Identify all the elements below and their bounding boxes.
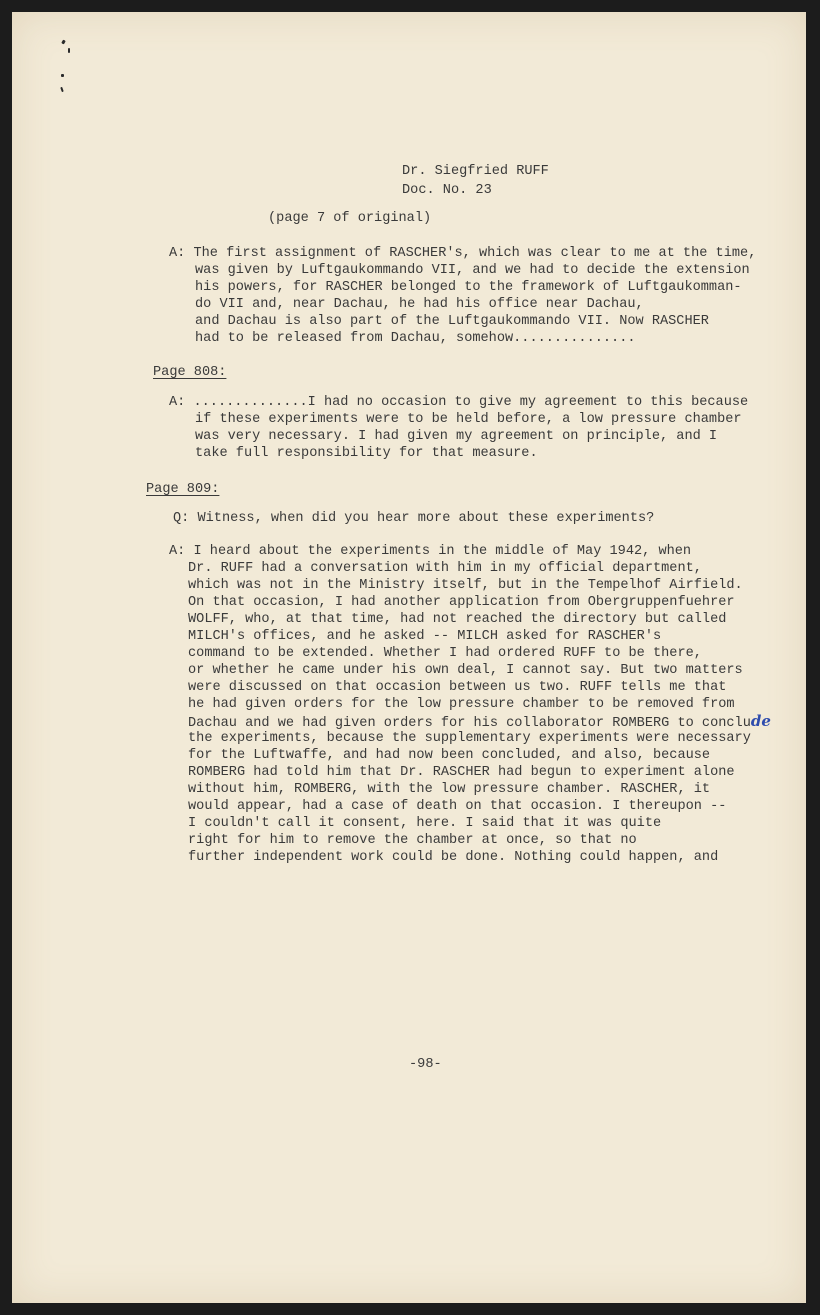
question-line: Q: Witness, when did you hear more about these experiments?: [173, 511, 655, 526]
document-page: [12, 12, 806, 1303]
answer-line: and Dachau is also part of the Luftgaukommando VII. Now RASCHER: [195, 314, 709, 329]
header-name: Dr. Siegfried RUFF: [402, 164, 549, 179]
answer-line: command to be extended. Whether I had ordered RUFF to be there,: [188, 646, 702, 661]
answer-line: the experiments, because the supplementary experiments were necessary: [188, 731, 751, 746]
answer-line: his powers, for RASCHER belonged to the framework of Luftgaukomman-: [195, 280, 742, 295]
answer-line: were discussed on that occasion between us two. RUFF tells me that: [188, 680, 727, 695]
page-number: -98-: [409, 1057, 442, 1072]
answer-line: Dr. RUFF had a conversation with him in my official department,: [188, 561, 702, 576]
answer-line: ROMBERG had told him that Dr. RASCHER had begun to experiment alone: [188, 765, 735, 780]
answer-line: if these experiments were to be held before, a low pressure chamber: [195, 412, 742, 427]
answer-line: right for him to remove the chamber at once, so that no: [188, 833, 637, 848]
answer-line: which was not in the Ministry itself, but in the Tempelhof Airfield.: [188, 578, 743, 593]
answer-line: he had given orders for the low pressure chamber to be removed from: [188, 697, 735, 712]
answer-line: was given by Luftgaukommando VII, and we had to decide the extension: [195, 263, 750, 278]
answer-line: A: ..............I had no occasion to give my agreement to this because: [169, 395, 749, 410]
answer-line: had to be released from Dachau, somehow...............: [195, 331, 636, 346]
answer-line: further independent work could be done. Nothing could happen, and: [188, 850, 719, 865]
answer-line: for the Luftwaffe, and had now been concluded, and also, because: [188, 748, 711, 763]
answer-line: A: I heard about the experiments in the middle of May 1942, when: [169, 544, 692, 559]
answer-line: was very necessary. I had given my agreement on principle, and I: [195, 429, 718, 444]
handwritten-correction: de: [750, 712, 771, 730]
answer-line-text: Dachau and we had given orders for his collaborator ROMBERG to conclu: [188, 716, 751, 731]
section-heading-page-809: Page 809:: [146, 482, 220, 497]
original-page-note: (page 7 of original): [268, 211, 432, 226]
section-heading-page-808: Page 808:: [153, 365, 227, 380]
answer-line: WOLFF, who, at that time, had not reached the directory but called: [188, 612, 727, 627]
answer-line: do VII and, near Dachau, he had his office near Dachau,: [195, 297, 644, 312]
answer-line: MILCH's offices, and he asked -- MILCH asked for RASCHER's: [188, 629, 662, 644]
answer-line: take full responsibility for that measure.: [195, 446, 538, 461]
answer-line: would appear, had a case of death on that occasion. I thereupon --: [188, 799, 727, 814]
answer-line: On that occasion, I had another application from Obergruppenfuehrer: [188, 595, 735, 610]
header-doc-no: Doc. No. 23: [402, 183, 492, 198]
answer-line: I couldn't call it consent, here. I said that it was quite: [188, 816, 662, 831]
answer-line: or whether he came under his own deal, I cannot say. But two matters: [188, 663, 743, 678]
answer-line: A: The first assignment of RASCHER's, which was clear to me at the time,: [169, 246, 757, 261]
document-header: [402, 162, 549, 200]
answer-line: without him, ROMBERG, with the low pressure chamber. RASCHER, it: [188, 782, 711, 797]
margin-marks: [58, 38, 88, 98]
